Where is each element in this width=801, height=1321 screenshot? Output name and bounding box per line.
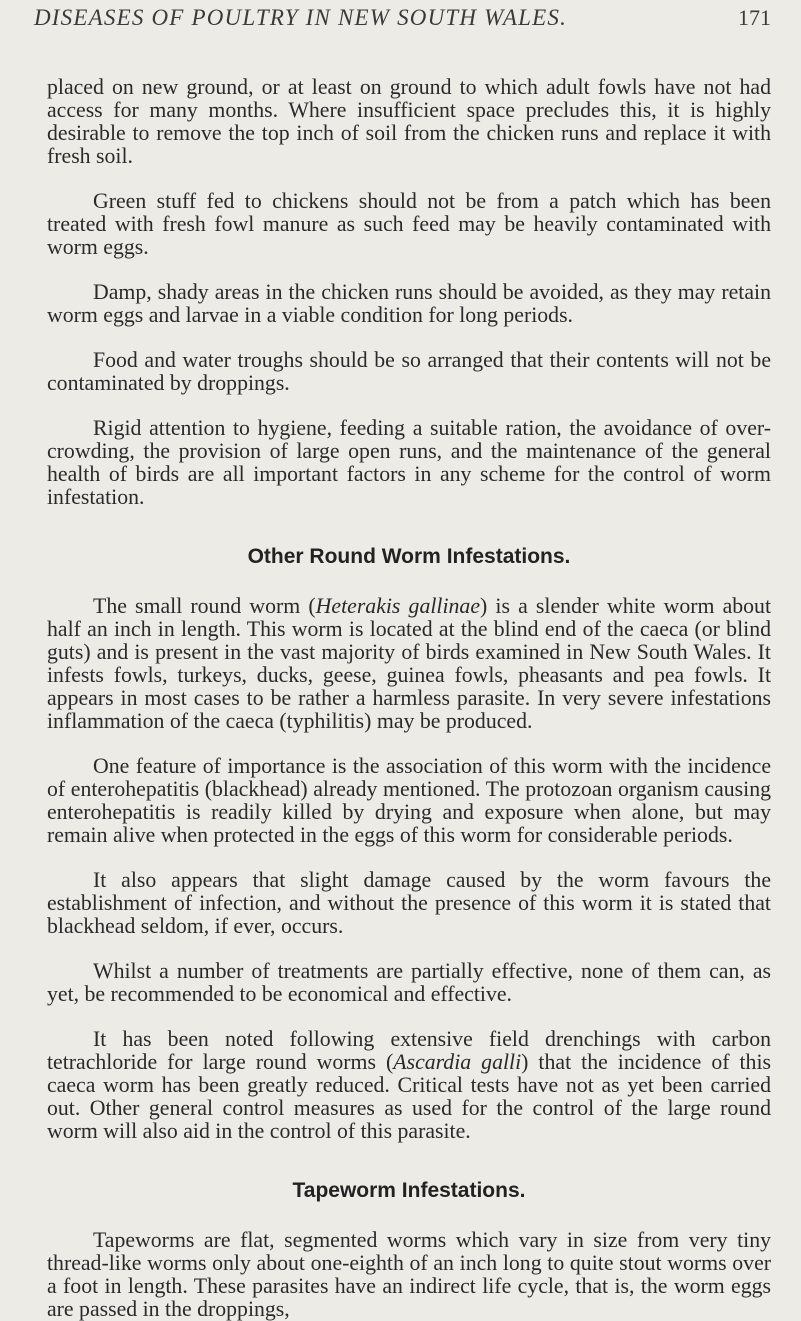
paragraph-damp-areas: Damp, shady areas in the chicken runs should be avoided, as they may retain worm eggs and larvae in a viable condition for long periods. bbox=[47, 280, 771, 327]
page-number: 171 bbox=[738, 5, 771, 30]
section-heading-round-worm: Other Round Worm Infestations. bbox=[247, 545, 571, 568]
paragraph-troughs: Food and water troughs should be so arranged that their contents will not be contaminated by droppings. bbox=[47, 348, 771, 395]
species-name: Ascardia galli bbox=[393, 1050, 522, 1074]
text-run: It has been noted following extensive field drenchings with carbon tetrachloride for large round worms ( bbox=[47, 1027, 771, 1074]
paragraph-treatments: Whilst a number of treatments are partially effective, none of them can, as yet, be recommended to be economical and effective. bbox=[47, 959, 771, 1006]
section-heading-tapeworm: Tapeworm Infestations. bbox=[292, 1179, 526, 1202]
running-header bbox=[34, 0, 771, 40]
text-run: The small round worm ( bbox=[93, 594, 316, 618]
paragraph-continued: placed on new ground, or at least on ground to which adult fowls have not had access for many months. Where insufficient space precludes this, it is highly desirable to remove the top inch of soil from the chicken runs and replace it with fresh soil. bbox=[47, 75, 771, 168]
text-run: ) that the incidence of this caeca worm has been greatly reduced. Critical tests have not as yet been carried out. Other general control measures as used for the control of the large round worm will also aid in the control of this parasite. bbox=[47, 1050, 771, 1143]
paragraph-blackhead-association: One feature of importance is the association of this worm with the incidence of enterohepatitis (blackhead) already mentioned. The protozoan organism causing enterohepatitis is readily killed by drying and exposure when alone, but may remain alive when protected in the eggs of this worm for considerable periods. bbox=[47, 754, 771, 847]
paragraph-carbon-tetrachloride bbox=[47, 1028, 771, 1143]
species-name: Heterakis gallinae bbox=[315, 594, 480, 618]
paragraph-green-stuff: Green stuff fed to chickens should not be from a patch which has been treated with fresh fowl manure as such feed may be heavily contaminated with worm eggs. bbox=[47, 189, 771, 259]
paragraph-slight-damage: It also appears that slight damage caused by the worm favours the establishment of infection, and without the presence of this worm it is stated that blackhead seldom, if ever, occurs. bbox=[47, 868, 771, 938]
paragraph-hygiene: Rigid attention to hygiene, feeding a suitable ration, the avoidance of over-crowding, the provision of large open runs, and the maintenance of the general health of birds are all important factors in any scheme for the control of worm infestation. bbox=[47, 416, 771, 509]
text-run: ) is a slender white worm about half an inch in length. This worm is located at the blind end of the caeca (or blind guts) and is present in the vast majority of birds examined in New South Wales. It infests fowls, turkeys, ducks, geese, guinea fowls, pheasants and pea fowls. It appears in most cases to be rather a harmless parasite. In very severe infestations inflammation of the caeca (typhilitis) may be produced. bbox=[47, 594, 771, 733]
paragraph-small-round-worm bbox=[47, 595, 771, 733]
paragraph-tapeworms: Tapeworms are flat, segmented worms which vary in size from very tiny thread-like worms only about one-eighth of an inch long to quite stout worms over a foot in length. These parasites have an indirect life cycle, that is, the worm eggs are passed in the droppings, bbox=[47, 1228, 771, 1321]
running-title: DISEASES OF POULTRY IN NEW SOUTH WALES. bbox=[34, 5, 568, 30]
